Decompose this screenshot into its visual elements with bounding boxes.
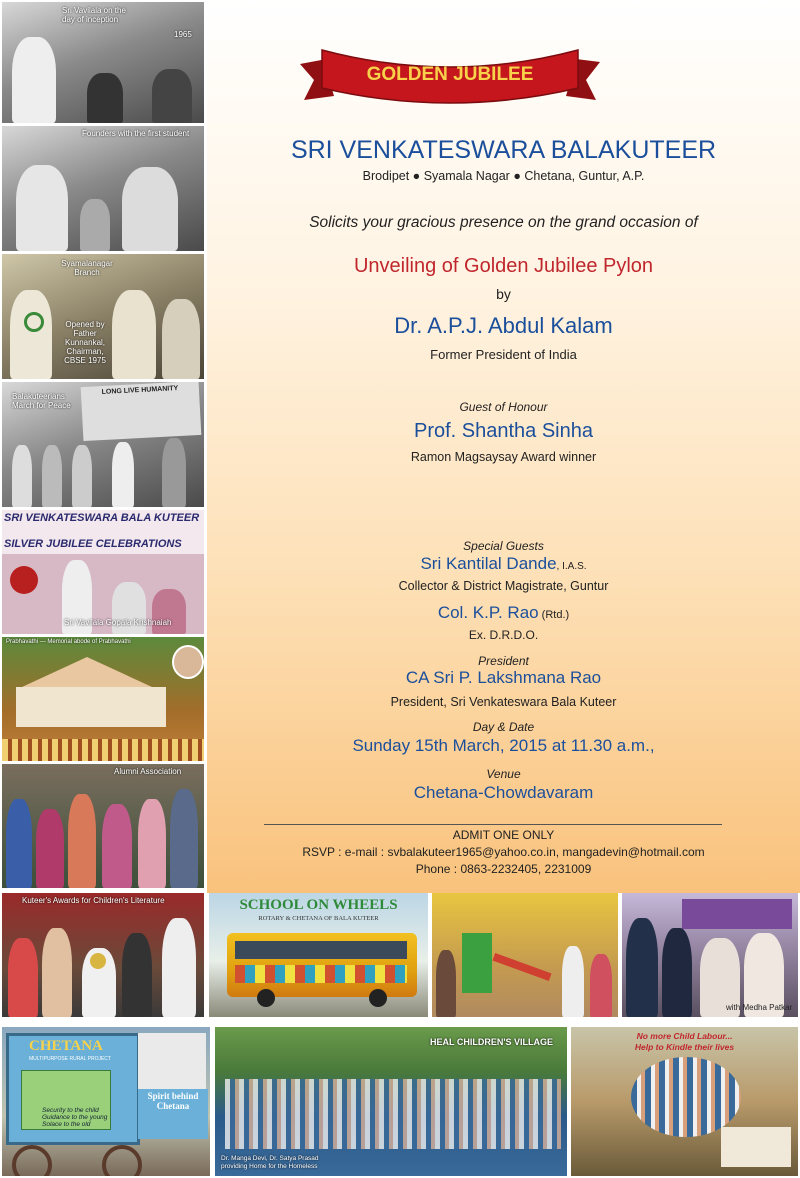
caption-syamalanagar: Syamalanagar Branch <box>61 259 113 277</box>
peace-banner <box>81 382 202 441</box>
rsvp-line: RSVP : e-mail : svbalakuteer1965@yahoo.co.in, mangadevin@hotmail.com <box>302 845 705 859</box>
photo-founders <box>2 126 204 251</box>
motto-solace: Solace to the old <box>42 1121 91 1128</box>
wheel-icon <box>369 989 387 1007</box>
special-guest-1 <box>207 554 800 574</box>
cart-wheel-icon <box>12 1145 52 1176</box>
caption-medha: with Medha Patkar <box>726 1003 793 1012</box>
photo-alumni <box>2 764 204 888</box>
special-guest-2-suffix: (Rtd.) <box>538 609 570 621</box>
photo-school-on-wheels <box>209 893 428 1017</box>
special-guest-2 <box>207 603 800 623</box>
guest-of-honour-heading: Guest of Honour <box>459 400 548 414</box>
children-group <box>225 1079 561 1149</box>
guest-of-honour-title: Ramon Magsaysay Award winner <box>410 450 597 464</box>
bus-subtitle: ROTARY & CHETANA OF BALA KUTEER <box>258 915 379 922</box>
chief-guest-title: Former President of India <box>430 347 577 362</box>
event-title: Unveiling of Golden Jubilee Pylon <box>353 255 654 277</box>
invitation-panel <box>207 0 800 893</box>
golden-jubilee-ribbon <box>300 40 600 110</box>
photo-awards <box>2 893 204 1017</box>
photo-chetana <box>2 1027 210 1176</box>
photo-inception-1965 <box>2 2 204 123</box>
photo-syamalanagar <box>2 254 204 379</box>
wheel-icon <box>257 989 275 1007</box>
photo-heal-village <box>215 1027 567 1176</box>
phone-line: Phone : 0863-2232405, 2231009 <box>415 862 592 876</box>
portrait-icon <box>172 645 204 679</box>
heal-caption-1: Dr. Manga Devi, Dr. Satya Prasad <box>221 1155 319 1162</box>
motto-security: Security to the child <box>42 1107 99 1114</box>
event-date: Sunday 15th March, 2015 at 11.30 a.m., <box>352 736 655 755</box>
heal-caption <box>221 1155 319 1171</box>
silver-banner-line1: SRI VENKATESWARA BALA KUTEER <box>4 512 200 524</box>
bus-body <box>227 933 417 997</box>
spirit-caption: Spirit behind Chetana <box>147 1091 199 1111</box>
photo-medha-patkar <box>622 893 798 1017</box>
chief-guest-name: Dr. A.P.J. Abdul Kalam <box>394 313 613 338</box>
children-collage <box>631 1057 741 1137</box>
photo-silver-jubilee <box>2 510 204 634</box>
guest-of-honour-name: Prof. Shantha Sinha <box>413 420 593 442</box>
venue-heading: Venue <box>486 767 521 781</box>
chetana-signboard <box>6 1033 140 1145</box>
admit-one: ADMIT ONE ONLY <box>452 828 555 842</box>
president-name: CA Sri P. Lakshmana Rao <box>405 668 602 687</box>
caption-1965: 1965 <box>174 30 192 39</box>
spirit-photo <box>138 1033 206 1089</box>
special-guest-1-title: Collector & District Magistrate, Guntur <box>398 579 609 593</box>
caption-alumni: Alumni Association <box>114 767 182 776</box>
caption-inception: Sri Vavilala on the day of inception <box>62 6 126 24</box>
bus-title: SCHOOL ON WHEELS <box>239 897 398 913</box>
chetana-mottos <box>42 1107 142 1128</box>
caption-gopala-krishnaiah: Sri Vavilala Gopala Krishnaiah <box>64 618 172 627</box>
ribbon-text: GOLDEN JUBILEE <box>366 64 534 85</box>
caption-awards: Kuteer's Awards for Children's Literature <box>22 896 165 905</box>
special-guest-1-name: Sri Kantilal Dande <box>420 554 557 573</box>
chetana-subtitle: MULTIPURPOSE RURAL PROJECT <box>29 1056 111 1062</box>
solicits-text: Solicits your gracious presence on the grand occasion of <box>309 214 698 231</box>
garland-icon <box>24 312 44 332</box>
silver-banner-line2: SILVER JUBILEE CELEBRATIONS <box>4 538 182 550</box>
chetana-title: CHETANA <box>29 1038 103 1054</box>
caption-prabhavathi: Prabhavathi — Memorial abode of Prabhavathi <box>6 639 131 645</box>
caption-peace-march: Balakuteerians March for Peace <box>12 392 71 410</box>
cart-wheel-icon <box>102 1145 142 1176</box>
president-heading: President <box>478 654 529 668</box>
peace-banner-text: LONG LIVE HUMANITY <box>101 385 179 397</box>
photo-peace-march <box>2 382 204 507</box>
by-text: by <box>496 286 511 302</box>
school-locations: Brodipet ● Syamala Nagar ● Chetana, Guntur, A.P. <box>362 169 645 183</box>
special-guests-heading: Special Guests <box>463 539 544 553</box>
heal-caption-2: providing Home for the Homeless <box>221 1163 318 1170</box>
labour-line-1: No more Child Labour... <box>636 1031 733 1041</box>
caption-opened-by: Opened by Father Kunnankal, Chairman, CBSE 1975 <box>64 320 106 365</box>
photo-child-labour <box>571 1027 798 1176</box>
heal-title: HEAL CHILDREN'S VILLAGE <box>430 1037 553 1047</box>
school-title: SRI VENKATESWARA BALAKUTEER <box>290 136 717 164</box>
footer-divider <box>264 824 722 825</box>
date-heading: Day & Date <box>472 720 535 734</box>
motto-guidance: Guidance to the young <box>42 1114 108 1121</box>
special-guest-1-suffix: , I.A.S. <box>556 561 587 572</box>
special-guest-2-title: Ex. D.R.D.O. <box>468 628 539 642</box>
labour-line-2: Help to Kindle their lives <box>634 1042 735 1052</box>
caption-founders: Founders with the first student <box>82 129 190 138</box>
special-guest-2-name: Col. K.P. Rao <box>437 603 539 622</box>
trophy-icon <box>90 953 106 969</box>
photo-prabhavathi <box>2 637 204 761</box>
photo-playground <box>432 893 618 1017</box>
president-title: President, Sri Venkateswara Bala Kuteer <box>390 695 617 709</box>
venue-name: Chetana-Chowdavaram <box>413 783 594 802</box>
